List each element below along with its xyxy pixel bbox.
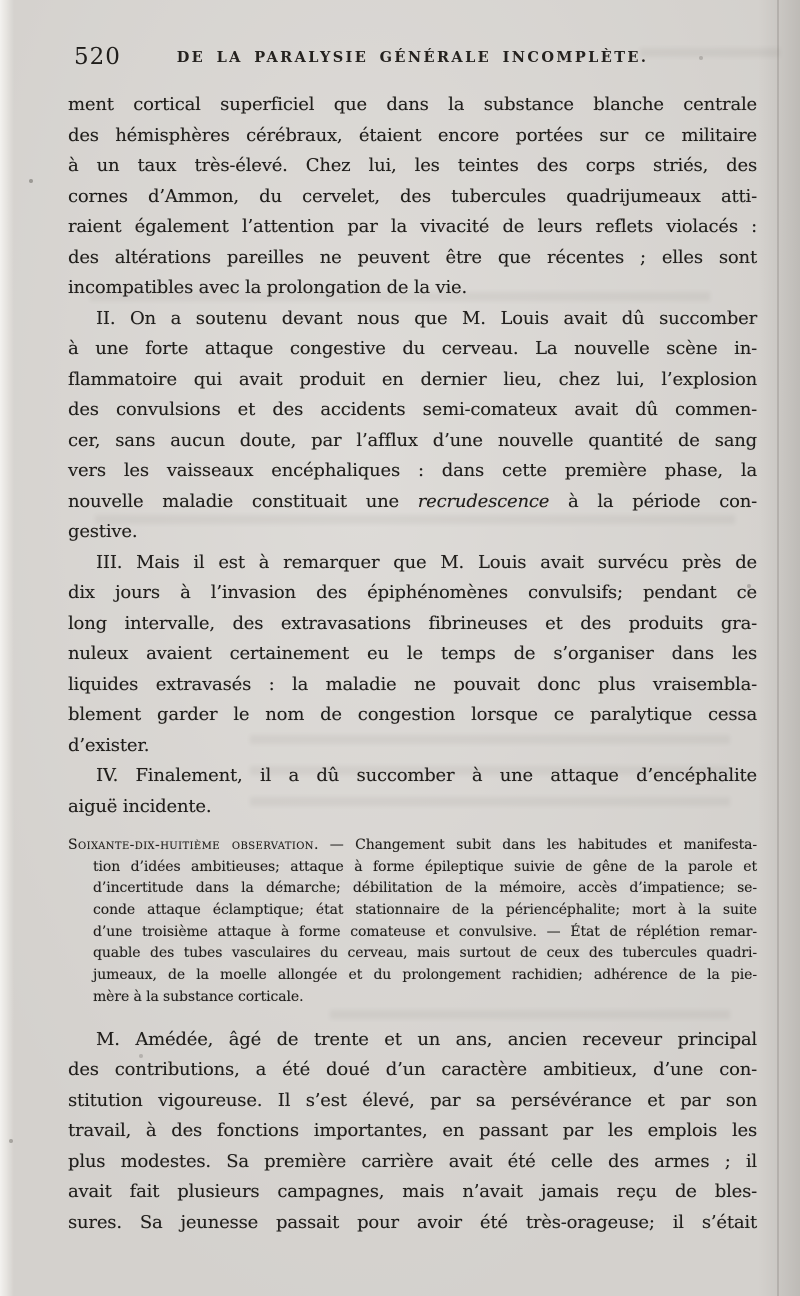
text-line: des altérations pareilles ne peuvent être que récentes ; elles sont <box>68 246 757 268</box>
paragraph-continuation <box>68 90 757 304</box>
text-line: IV. Finalement, il a dû succomber à une attaque d’encéphalite <box>96 765 757 786</box>
scan-noise-speckles <box>0 0 2 2</box>
page-left-edge <box>0 0 14 1296</box>
text-line: III. Mais il est à remarquer que M. Louis avait survécu près de <box>96 551 757 573</box>
text-line: liquides extravasés : la maladie ne pouvait donc plus vraisembla- <box>68 673 757 695</box>
text-line: des convulsions et des accidents semi-comateux avait dû commen- <box>68 399 757 420</box>
text-line: incompatibles avec la prolongation de la vie. <box>68 277 467 298</box>
text-line: conde attaque éclamptique; état stationnaire de la périencéphalite; mort à la suite <box>93 902 757 919</box>
text-line: d’incertitude dans la démarche; débilitation de la mémoire, accès d’impatience; se- <box>93 880 757 897</box>
text-line: cornes d’Ammon, du cervelet, des tubercules quadrijumeaux atti- <box>68 185 757 207</box>
text-line: mère à la substance corticale. <box>93 988 304 1005</box>
text-line: quable des tubes vasculaires du cerveau, mais surtout de ceux des tubercules quadri- <box>93 945 757 962</box>
text-line: dix jours à l’invasion des épiphénomènes convulsifs; pendant ce <box>68 582 757 603</box>
text-line: vers les vaisseaux encéphaliques : dans cette première phase, la <box>68 460 757 481</box>
text-line: long intervalle, des extravasations fibrineuses et des produits gra- <box>68 612 757 634</box>
observation-summary <box>68 835 757 1009</box>
paragraph-amedee <box>68 1025 757 1239</box>
text-line: à une forte attaque congestive du cerveau. La nouvelle scène in- <box>68 338 757 359</box>
text-line: d’exister. <box>68 734 150 756</box>
text-line: jumeaux, de la moelle allongée et du prolongement rachidien; adhérence de la pie- <box>93 967 757 984</box>
text-line: nouvelle maladie constituait une recrudescence à la période con- <box>68 490 757 512</box>
page-right-edge <box>758 0 800 1296</box>
text-line: Soixante-dix-huitième observation. — Changement subit dans les habitudes et manifesta- <box>68 837 757 853</box>
page-header <box>68 44 757 70</box>
text-line: aiguë incidente. <box>68 795 212 817</box>
running-title: DE LA PARALYSIE GÉNÉRALE INCOMPLÈTE. <box>176 49 649 66</box>
text-line: II. On a soutenu devant nous que M. Louis avait dû succomber <box>96 307 757 329</box>
text-line: d’une troisième attaque à forme comateuse et convulsive. — État de réplétion remar- <box>93 923 757 940</box>
paragraph-point-iii <box>68 548 757 762</box>
text-line: gestive. <box>68 521 138 542</box>
text-line: avait fait plusieurs campagnes, mais n’avait jamais reçu de bles- <box>68 1181 757 1202</box>
text-line: nuleux avaient certainement eu le temps de s’organiser dans les <box>68 643 757 664</box>
binding-crease <box>777 0 779 1296</box>
page-number: 520 <box>74 44 121 70</box>
text-line: tion d’idées ambitieuses; attaque à forme épileptique suivie de gêne de la parole et <box>93 858 757 875</box>
text-line: flammatoire qui avait produit en dernier lieu, chez lui, l’explosion <box>68 368 757 390</box>
text-line: M. Amédée, âgé de trente et un ans, ancien receveur principal <box>96 1028 757 1050</box>
text-line: à un taux très-élevé. Chez lui, les teintes des corps striés, des <box>68 155 757 176</box>
text-line: blement garder le nom de congestion lorsque ce paralytique cessa <box>68 704 757 725</box>
text-line: raient également l’attention par la vivacité de leurs reflets violacés : <box>68 216 757 237</box>
text-line: cer, sans aucun doute, par l’afflux d’une nouvelle quantité de sang <box>68 429 757 451</box>
text-line: des contributions, a été doué d’un caractère ambitieux, d’une con- <box>68 1059 757 1080</box>
text-line: sures. Sa jeunesse passait pour avoir été très-orageuse; il s’était <box>68 1211 757 1233</box>
text-line: stitution vigoureuse. Il s’est élevé, par sa persévérance et par son <box>68 1089 757 1111</box>
paragraph-point-ii <box>68 304 757 548</box>
text-line: travail, à des fonctions importantes, en passant par les emplois les <box>68 1120 757 1141</box>
text-line: plus modestes. Sa première carrière avait été celle des armes ; il <box>68 1150 757 1172</box>
text-block <box>68 90 757 1238</box>
text-line: ment cortical superficiel que dans la substance blanche centrale <box>68 94 757 115</box>
paragraph-point-iv <box>68 761 757 822</box>
text-line: des hémisphères cérébraux, étaient encore portées sur ce militaire <box>68 124 757 146</box>
